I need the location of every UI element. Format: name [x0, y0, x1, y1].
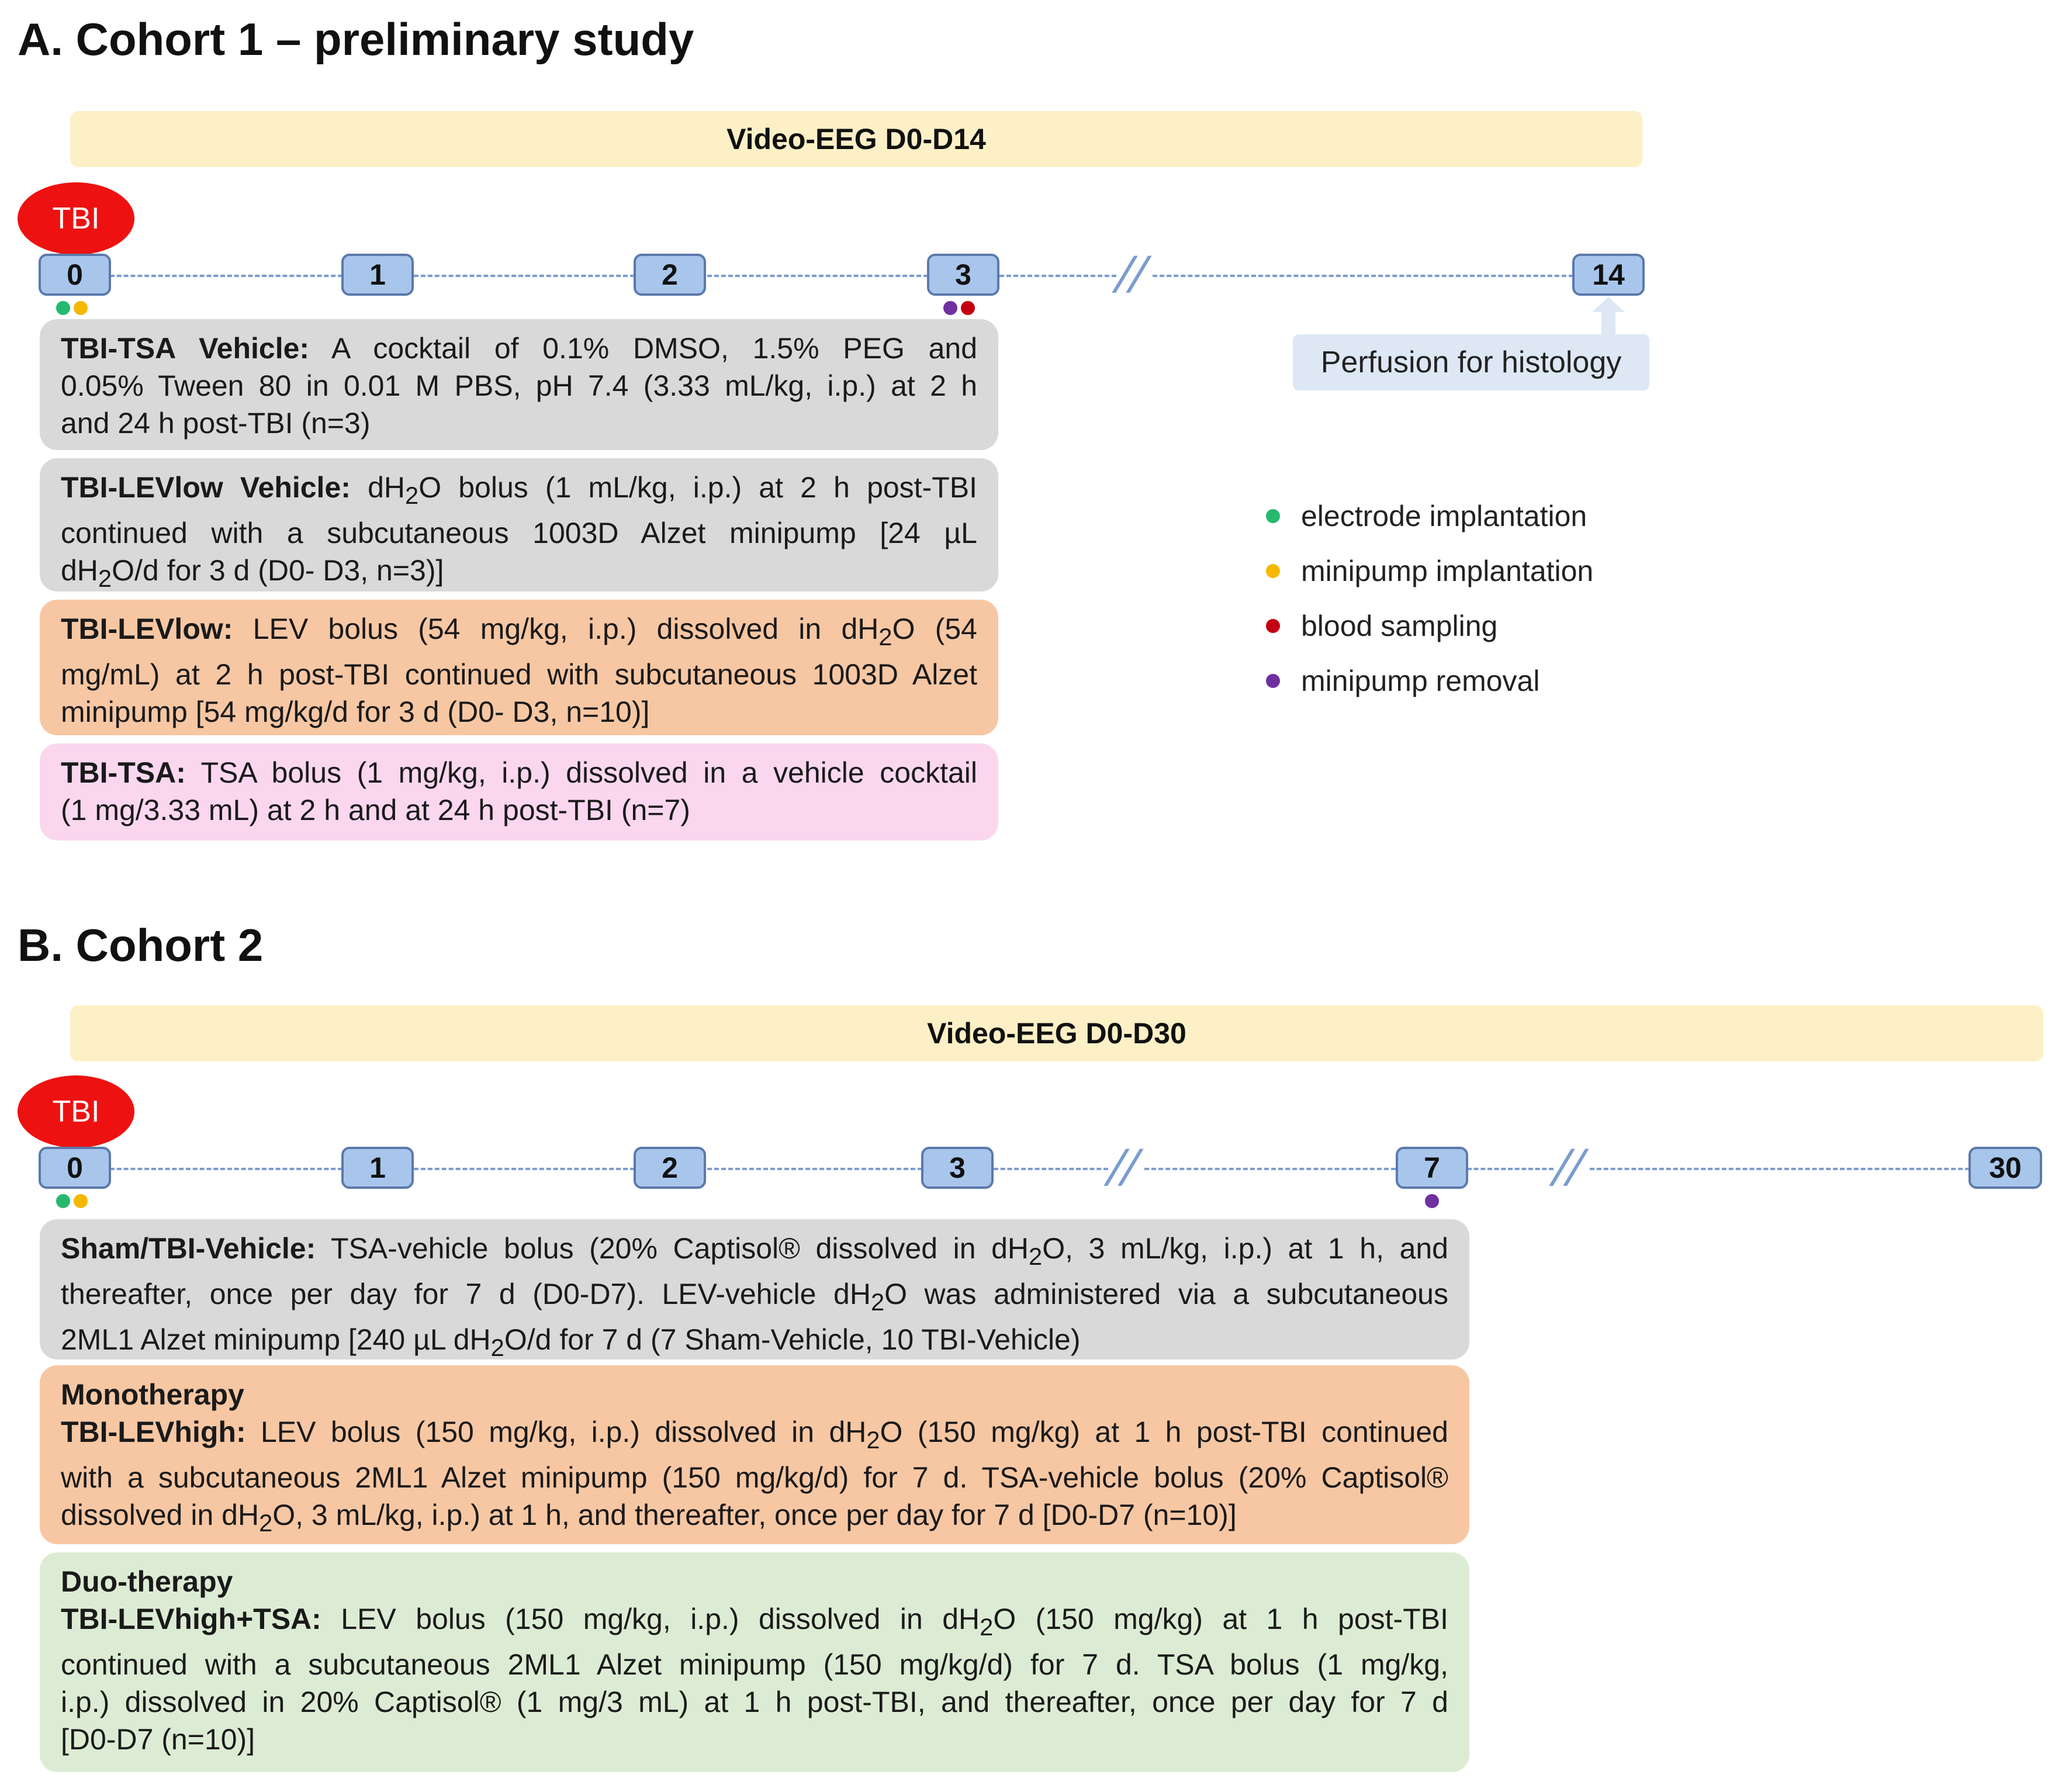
box-text: mg/mL) at 2 h post-TBI continued with subcutaneous 1003D Alzet — [61, 658, 977, 691]
subscript: 2 — [98, 565, 112, 592]
box-text: LEV bolus (150 mg/kg, i.p.) dissolved in dH — [260, 1416, 867, 1448]
box-text: O was administered via a subcutaneous — [884, 1278, 1448, 1310]
timeline-dash — [1153, 275, 1573, 277]
timeline-break-icon: // — [1108, 247, 1155, 303]
cohort2-day-1: 1 — [341, 1147, 414, 1189]
cohort1-day-1: 1 — [341, 254, 414, 296]
electrode-dot-icon — [1266, 509, 1280, 523]
subscript: 2 — [405, 482, 419, 509]
group-label: Sham/TBI-Vehicle: — [61, 1232, 316, 1265]
cohort1-eeg-bar: Video-EEG D0-D14 — [70, 111, 1642, 167]
up-arrow-icon — [1592, 297, 1625, 335]
box-text: [D0-D7 (n=10)] — [61, 1723, 255, 1756]
box-text: dH — [61, 554, 98, 587]
legend-item — [1266, 489, 1593, 544]
cohort1-day-14: 14 — [1572, 254, 1645, 296]
cohort1-day-3: 3 — [927, 254, 999, 296]
tbi-tsa-vehicle-box — [40, 319, 998, 450]
subscript: 2 — [878, 623, 892, 651]
subscript: 2 — [1029, 1243, 1043, 1270]
timeline-dash — [110, 1168, 342, 1170]
box-text: dissolved in dH — [61, 1499, 260, 1531]
monotherapy-box — [40, 1365, 1469, 1544]
subscript: 2 — [866, 1426, 880, 1454]
cohort2-title: B. Cohort 2 — [18, 919, 264, 971]
group-label: TBI-LEVlow: — [61, 613, 233, 645]
electrode-implantation-dot — [56, 301, 70, 315]
box-heading: Monotherapy — [61, 1378, 244, 1411]
subscript: 2 — [870, 1288, 885, 1316]
cohort2-eeg-bar: Video-EEG D0-D30 — [70, 1005, 2043, 1061]
box-text: A cocktail of 0.1% DMSO, 1.5% PEG and — [331, 332, 978, 365]
box-text: O, 3 mL/kg, i.p.) at 1 h, and — [1042, 1232, 1448, 1265]
minipump-implantation-dot — [74, 1194, 88, 1208]
timeline-dash — [999, 275, 1116, 277]
timeline-break-icon: // — [1100, 1140, 1147, 1196]
legend-label: minipump implantation — [1301, 555, 1594, 587]
box-text: dH — [368, 471, 406, 504]
timeline-dash — [1467, 1168, 1554, 1170]
cohort2-day-0: 0 — [39, 1147, 111, 1189]
tbi-levlow-vehicle-box — [40, 458, 998, 591]
cohort2-day-7: 7 — [1396, 1147, 1468, 1189]
box-text: LEV bolus (54 mg/kg, i.p.) dissolved in dH — [252, 613, 879, 645]
legend-label: minipump removal — [1301, 665, 1540, 697]
box-text: O (150 mg/kg) at 1 h post-TBI — [993, 1603, 1448, 1635]
cohort2-day-3: 3 — [921, 1147, 994, 1189]
box-text: LEV bolus (150 mg/kg, i.p.) dissolved in dH — [341, 1603, 980, 1635]
cohort2-tbi-marker: TBI — [18, 1075, 134, 1148]
electrode-implantation-dot — [56, 1194, 70, 1208]
minipump-implantation-dot — [74, 301, 88, 315]
legend — [1266, 489, 1593, 708]
timeline-dash — [414, 275, 635, 277]
cohort2-day-30: 30 — [1968, 1147, 2042, 1189]
group-label: TBI-LEVhigh+TSA: — [61, 1603, 321, 1635]
timeline-dash — [110, 275, 342, 277]
minipump-dot-icon — [1266, 564, 1280, 578]
cohort2-day-2: 2 — [634, 1147, 706, 1189]
legend-item — [1266, 544, 1593, 599]
cohort1-day-0: 0 — [39, 254, 111, 296]
timeline-dash — [707, 1168, 922, 1170]
box-text: continued with a subcutaneous 2ML1 Alzet minipump (150 mg/kg/d) for 7 d. TSA bolus (1 mg/kg, — [61, 1648, 1448, 1681]
box-text: continued with a subcutaneous 1003D Alzet minipump [24 µL — [61, 517, 977, 549]
box-text: thereafter, once per day for 7 d (D0-D7). LEV-vehicle dH — [61, 1278, 871, 1310]
subscript: 2 — [259, 1509, 273, 1537]
box-text: O bolus (1 mL/kg, i.p.) at 2 h post-TBI — [418, 471, 978, 504]
cohort1-tbi-marker: TBI — [18, 182, 134, 255]
box-text: and 24 h post-TBI (n=3) — [61, 407, 371, 440]
box-text: O, 3 mL/kg, i.p.) at 1 h, and thereafter, once per day for 7 d [D0-D7 (n=10)] — [272, 1499, 1237, 1531]
timeline-break-icon: // — [1545, 1140, 1592, 1196]
sham-tbi-vehicle-box — [40, 1219, 1469, 1359]
legend-label: electrode implantation — [1301, 500, 1587, 532]
box-text: O (150 mg/kg) at 1 h post-TBI continued — [880, 1416, 1448, 1448]
box-text: O (54 — [892, 613, 977, 645]
minipump-removal-dot — [943, 301, 957, 315]
cohort1-title: A. Cohort 1 – preliminary study — [18, 13, 694, 65]
duo-therapy-box — [40, 1552, 1469, 1772]
box-heading: Duo-therapy — [61, 1565, 233, 1598]
blood-dot-icon — [1266, 619, 1280, 633]
tbi-tsa-box — [40, 743, 998, 840]
box-text: 2ML1 Alzet minipump [240 µL dH — [61, 1323, 491, 1356]
timeline-dash — [1144, 1168, 1396, 1170]
tbi-levlow-box — [40, 600, 998, 735]
legend-label: blood sampling — [1301, 610, 1498, 642]
timeline-dash — [1590, 1168, 1970, 1170]
subscript: 2 — [980, 1613, 994, 1641]
timeline-dash — [707, 275, 928, 277]
group-label: TBI-LEVhigh: — [61, 1416, 246, 1448]
box-text: TSA-vehicle bolus (20% Captisol® dissolved in dH — [330, 1232, 1029, 1265]
box-text: O/d for 7 d (7 Sham-Vehicle, 10 TBI-Vehicle) — [504, 1323, 1081, 1356]
box-text: (1 mg/3.33 mL) at 2 h and at 24 h post-TBI (n=7) — [61, 794, 690, 826]
timeline-dash — [994, 1168, 1108, 1170]
timeline-dash — [414, 1168, 635, 1170]
box-text: minipump [54 mg/kg/d for 3 d (D0- D3, n=10)] — [61, 696, 650, 728]
legend-item — [1266, 599, 1593, 653]
box-text: i.p.) dissolved in 20% Captisol® (1 mg/3 mL) at 1 h post-TBI, and thereafter, once per day for 7 d — [61, 1686, 1448, 1718]
box-text: 0.05% Tween 80 in 0.01 M PBS, pH 7.4 (3.33 mL/kg, i.p.) at 2 h — [61, 369, 977, 402]
cohort1-day-2: 2 — [634, 254, 706, 296]
subscript: 2 — [490, 1334, 504, 1361]
legend-item — [1266, 653, 1593, 708]
group-label: TBI-TSA: — [61, 756, 186, 789]
box-text: O/d for 3 d (D0- D3, n=3)] — [112, 554, 444, 587]
group-label: TBI-TSA Vehicle: — [61, 332, 310, 365]
blood-sampling-dot — [961, 301, 975, 315]
perfusion-label: Perfusion for histology — [1293, 334, 1649, 390]
minipump-removal-dot — [1425, 1194, 1439, 1208]
removal-dot-icon — [1266, 674, 1280, 688]
box-text: TSA bolus (1 mg/kg, i.p.) dissolved in a vehicle cocktail — [200, 756, 977, 789]
group-label: TBI-LEVlow Vehicle: — [61, 471, 351, 504]
box-text: with a subcutaneous 2ML1 Alzet minipump (150 mg/kg/d) for 7 d. TSA-vehicle bolus (20% Captisol® — [61, 1461, 1448, 1494]
